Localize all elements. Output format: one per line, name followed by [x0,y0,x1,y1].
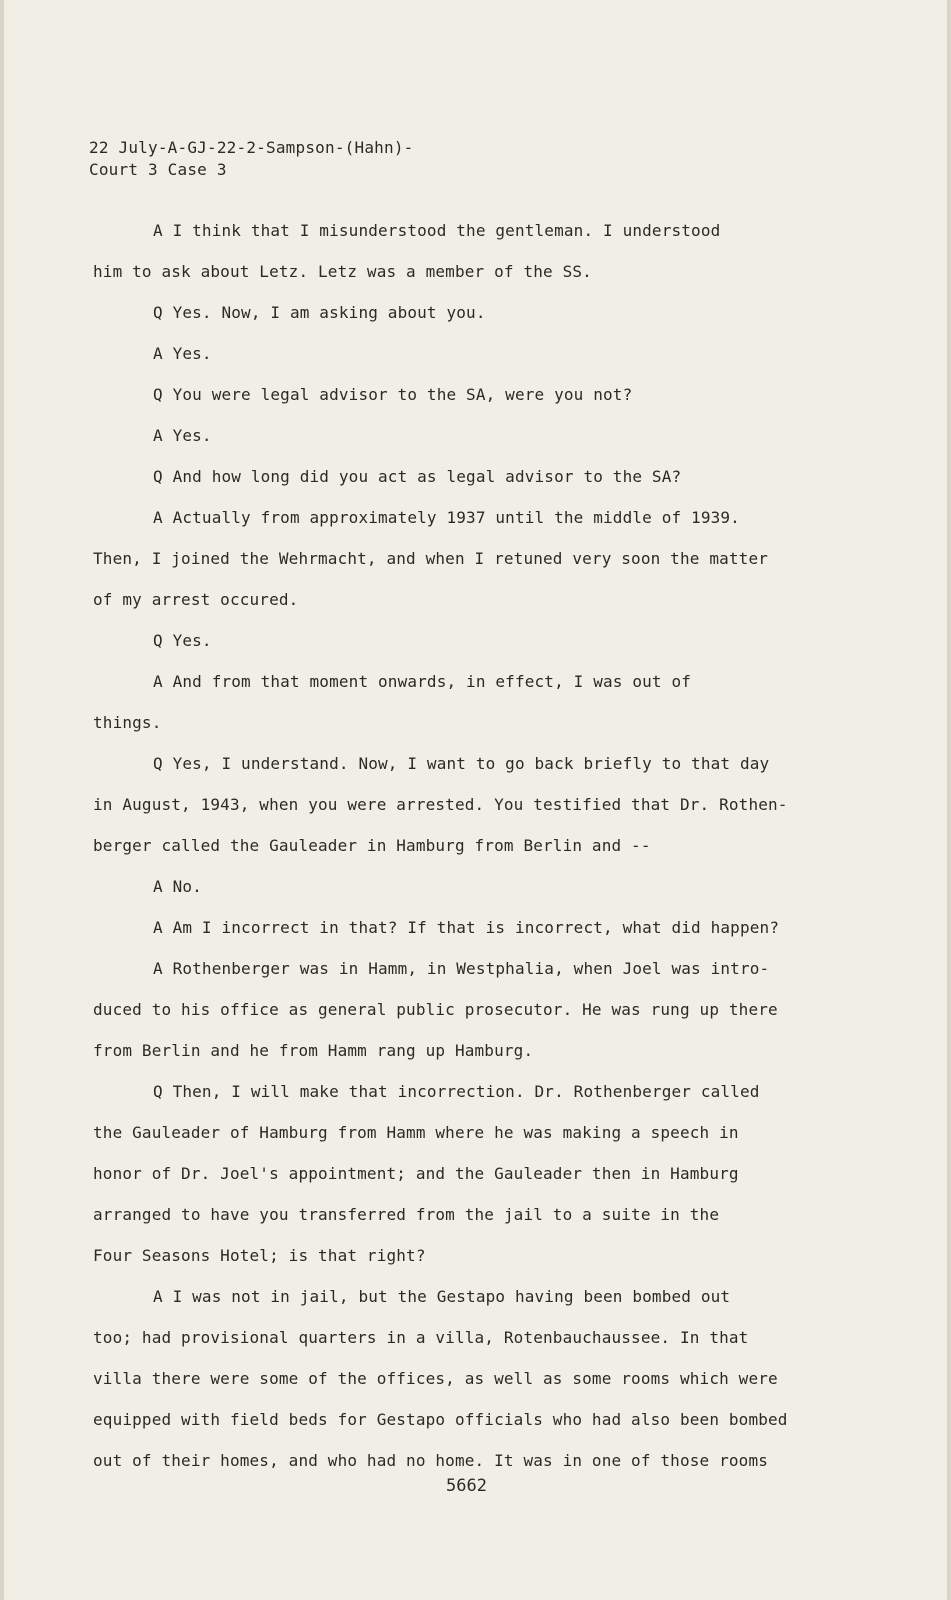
page-number: 5662 [446,1476,487,1496]
transcript-line: A Am I incorrect in that? If that is incorrect, what did happen? [153,918,780,937]
transcript-line: A Rothenberger was in Hamm, in Westphalia, when Joel was intro- [153,959,770,978]
header-line-1: 22 July-A-GJ-22-2-Sampson-(Hahn)- [89,138,414,157]
transcript-line: berger called the Gauleader in Hamburg from Berlin and -- [93,836,651,855]
transcript-line: of my arrest occured. [93,590,299,609]
transcript-line: him to ask about Letz. Letz was a member of the SS. [93,262,592,281]
transcript-line: Then, I joined the Wehrmacht, and when I retuned very soon the matter [93,549,769,568]
transcript-line: the Gauleader of Hamburg from Hamm where he was making a speech in [93,1123,739,1142]
transcript-line: Q And how long did you act as legal advisor to the SA? [153,467,682,486]
transcript-line: out of their homes, and who had no home. It was in one of those rooms [93,1451,769,1470]
header-line-2: Court 3 Case 3 [89,160,227,179]
transcript-line: A Actually from approximately 1937 until the middle of 1939. [153,508,740,527]
transcript-line: from Berlin and he from Hamm rang up Hamburg. [93,1041,534,1060]
transcript-line: Q Yes, I understand. Now, I want to go back briefly to that day [153,754,770,773]
transcript-line: Q Then, I will make that incorrection. Dr. Rothenberger called [153,1082,760,1101]
transcript-line: equipped with field beds for Gestapo officials who had also been bombed [93,1410,788,1429]
transcript-line: A I think that I misunderstood the gentleman. I understood [153,221,721,240]
transcript-line: in August, 1943, when you were arrested. You testified that Dr. Rothen- [93,795,788,814]
transcript-line: honor of Dr. Joel's appointment; and the Gauleader then in Hamburg [93,1164,739,1183]
transcript-line: things. [93,713,162,732]
transcript-line: A I was not in jail, but the Gestapo having been bombed out [153,1287,731,1306]
page-edge-right [947,0,951,1600]
transcript-line: Q Yes. Now, I am asking about you. [153,303,486,322]
transcript-line: A Yes. [153,426,212,445]
transcript-line: A Yes. [153,344,212,363]
transcript-line: Q Yes. [153,631,212,650]
transcript-line: too; had provisional quarters in a villa, Rotenbauchaussee. In that [93,1328,749,1347]
transcript-line: Q You were legal advisor to the SA, were you not? [153,385,633,404]
transcript-line: villa there were some of the offices, as well as some rooms which were [93,1369,778,1388]
transcript-line: A No. [153,877,202,896]
page-edge-left [0,0,4,1600]
transcript-body [93,210,923,1481]
transcript-line: Four Seasons Hotel; is that right? [93,1246,426,1265]
transcript-line: duced to his office as general public prosecutor. He was rung up there [93,1000,778,1019]
document-header [89,137,413,181]
transcript-line: arranged to have you transferred from the jail to a suite in the [93,1205,720,1224]
transcript-line: A And from that moment onwards, in effect, I was out of [153,672,692,691]
